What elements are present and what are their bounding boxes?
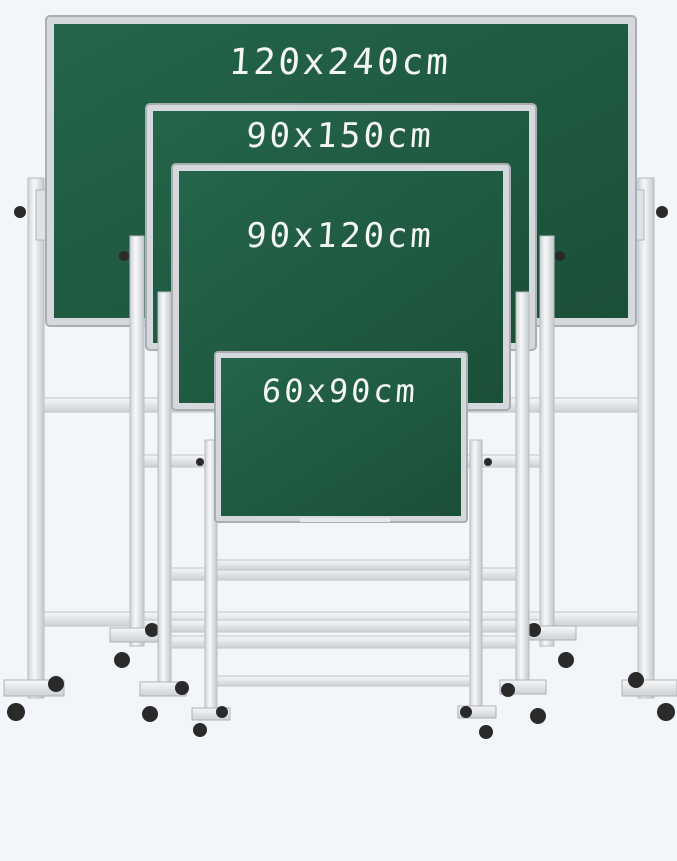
board-label-60x90: 60x90cm <box>260 372 420 410</box>
board-label-120x240: 120x240cm <box>227 42 453 83</box>
board-label-90x120: 90x120cm <box>244 216 436 256</box>
board-label-90x150: 90x150cm <box>244 116 436 156</box>
